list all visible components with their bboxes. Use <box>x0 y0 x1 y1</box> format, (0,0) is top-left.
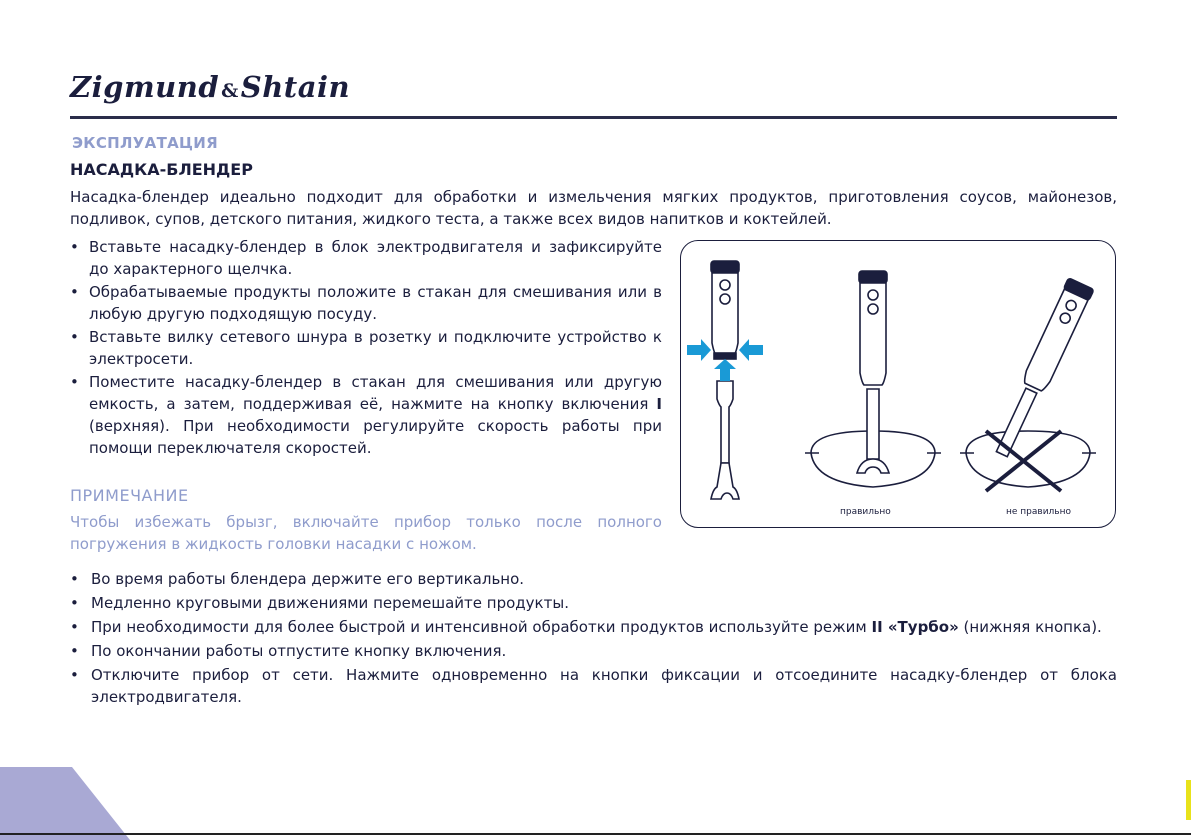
tip-text: По окончании работы отпустите кнопку включения. <box>91 642 507 660</box>
list-item <box>70 640 1117 662</box>
step-text-after: (верхняя). При необходимости регулируйте скорость работы при помощи переключателя скоростей. <box>89 417 662 457</box>
tips-list <box>70 568 1117 710</box>
bullet-icon: • <box>70 642 79 660</box>
note-text: Чтобы избежать брызг, включайте прибор только после полного погружения в жидкость головки насадки с ножом. <box>70 513 662 553</box>
logo-text-left: Zigmund <box>70 70 220 104</box>
step-text-before: Поместите насадку-блендер в стакан для смешивания или другую емкость, а затем, поддерживая её, нажмите на кнопку включения <box>89 373 662 413</box>
bullet-icon: • <box>70 666 79 684</box>
caption-correct: правильно <box>840 507 891 517</box>
caption-wrong: не правильно <box>1006 507 1071 517</box>
list-item <box>70 616 1117 638</box>
bullet-icon: • <box>70 328 79 346</box>
bullet-icon: • <box>70 238 79 256</box>
tip-text-after: (нижняя кнопка). <box>958 618 1102 636</box>
list-item <box>70 371 662 459</box>
list-item <box>70 326 662 370</box>
tip-text: Во время работы блендера держите его вертикально. <box>91 570 525 588</box>
tip-text: Отключите прибор от сети. Нажмите одновременно на кнопки фиксации и отсоедините насадку-блендер от блока электродвигателя. <box>91 666 1117 706</box>
list-item <box>70 236 662 280</box>
bullet-icon: • <box>70 373 79 391</box>
blender-drawing <box>681 241 1117 529</box>
subsection-title: НАСАДКА-БЛЕНДЕР <box>70 160 253 179</box>
bullet-icon: • <box>70 283 79 301</box>
blender-illustration <box>680 240 1116 528</box>
tip-text-bold: II «Турбо» <box>871 618 959 636</box>
bullet-icon: • <box>70 570 79 588</box>
tip-text-before: При необходимости для более быстрой и интенсивной обработки продуктов используйте режим <box>91 618 872 636</box>
step-text-bold: I <box>656 395 662 413</box>
list-item <box>70 568 1117 590</box>
step-text: Вставьте насадку-блендер в блок электродвигателя и зафиксируйте до характерного щелчка. <box>89 238 662 278</box>
note-title: ПРИМЕЧАНИЕ <box>70 486 189 505</box>
list-item <box>70 281 662 325</box>
step-text: Вставьте вилку сетевого шнура в розетку и подключите устройство к электросети. <box>89 328 662 368</box>
bullet-icon: • <box>70 594 79 612</box>
side-mark <box>1186 780 1191 820</box>
tip-text: Медленно круговыми движениями перемешайте продукты. <box>91 594 569 612</box>
list-item <box>70 592 1117 614</box>
section-title: ЭКСПЛУАТАЦИЯ <box>72 134 218 152</box>
intro-paragraph: Насадка-блендер идеально подходит для обработки и измельчения мягких продуктов, приготовления соусов, майонезов, подливок, супов, детского питания, жидкого теста, а также всех видов напитков и коктейлей. <box>70 188 1117 228</box>
bullet-icon: • <box>70 618 79 636</box>
logo-ampersand: & <box>221 80 239 102</box>
list-item <box>70 664 1117 708</box>
logo-text-right: Shtain <box>240 70 351 104</box>
blender-correct-icon <box>805 271 941 487</box>
brand-logo <box>70 70 350 104</box>
corner-decoration <box>0 767 130 840</box>
steps-list <box>70 236 662 460</box>
step-text: Обрабатываемые продукты положите в стакан для смешивания или в любую другую подходящую посуду. <box>89 283 662 323</box>
header-rule <box>70 116 1117 119</box>
bottom-rule <box>0 833 1191 835</box>
